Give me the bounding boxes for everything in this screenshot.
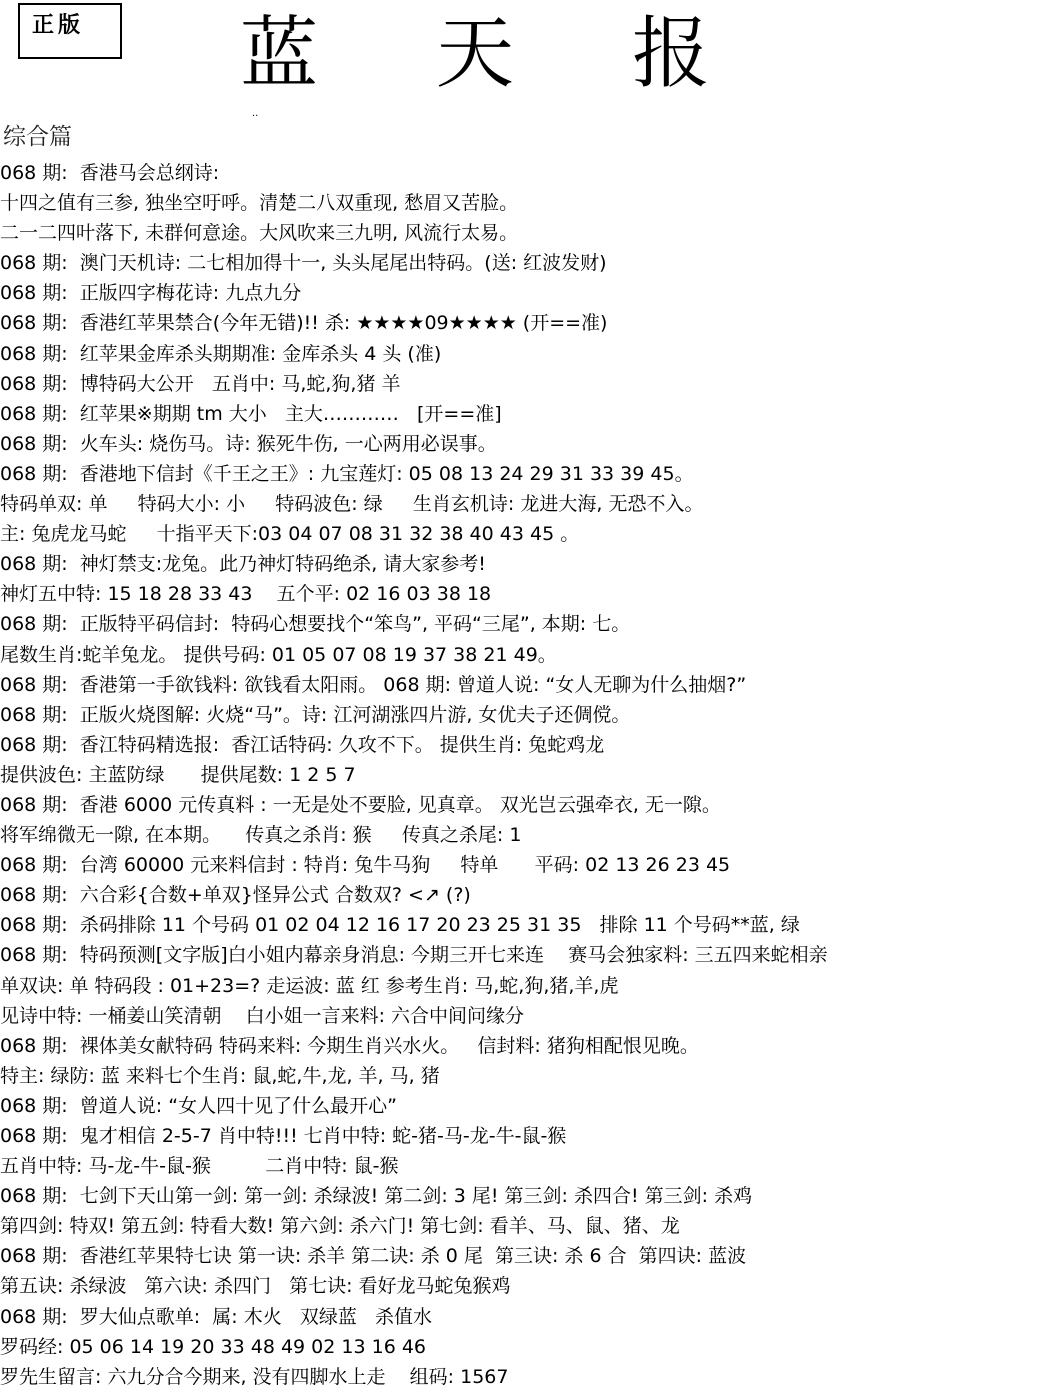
text-line: 068 期: 正版特平码信封: 特码心想要找个“笨鸟”, 平码“三尾”, 本期: 七。: [0, 613, 631, 636]
text-line: 罗先生留言: 六九分合今期来, 没有四脚水上走 组码: 1567: [0, 1365, 509, 1388]
text-line: 068 期: 曾道人说: “女人四十见了什么最开心”: [0, 1094, 397, 1117]
text-line: 第五诀: 杀绿波 第六诀: 杀四门 第七诀: 看好龙马蛇兔猴鸡: [0, 1275, 511, 1298]
text-line: 068 期: 杀码排除 11 个号码 01 02 04 12 16 17 20 23 25 31 35 排除 11 个号码**蓝, 绿: [0, 914, 800, 937]
text-line: 神灯五中特: 15 18 28 33 43 五个平: 02 16 03 38 18: [0, 583, 492, 606]
page-title: 蓝天报: [240, 9, 829, 99]
text-line: 068 期: 鬼才相信 2-5-7 肖中特!!! 七肖中特: 蛇-猪-马-龙-牛-鼠-猴: [0, 1125, 567, 1147]
authentic-badge: 正版: [18, 3, 122, 59]
text-line: 二一二四叶落下, 未群何意途。大风吹来三九明, 风流行太易。: [0, 222, 519, 245]
text-line: 068 期: 台湾 60000 元来料信封 : 特肖: 兔牛马狗 特单 平码: 02 13 26 23 45: [0, 854, 731, 877]
text-line: 主: 兔虎龙马蛇 十指平天下:03 04 07 08 31 32 38 40 43 45 。: [0, 523, 580, 546]
text-line: 068 期: 红苹果※期期 tm 大小 主大………… [开==准]: [0, 402, 502, 425]
text-line: 罗码经: 05 06 14 19 20 33 48 49 02 13 16 46: [0, 1335, 426, 1358]
text-line: 提供波色: 主蓝防绿 提供尾数: 1 2 5 7: [0, 763, 356, 786]
content-lines: [0, 158, 1060, 1392]
text-line: 068 期: 澳门天机诗: 二七相加得十一, 头头尾尾出特码。(送: 红波发财): [0, 252, 607, 275]
text-line: 068 期: 香港第一手欲钱料: 欲钱看太阳雨。 068 期: 曾道人说: “女人无聊为什么抽烟?”: [0, 673, 747, 696]
text-line: 068 期: 香港马会总纲诗:: [0, 162, 220, 184]
text-line: 十四之值有三参, 独坐空吁呼。清楚二八双重现, 愁眉又苦脸。: [0, 192, 519, 215]
text-line: 尾数生肖:蛇羊兔龙。 提供号码: 01 05 07 08 19 37 38 21 49。: [0, 643, 557, 666]
text-line: 068 期: 神灯禁支:龙兔。此乃神灯特码绝杀, 请大家参考!: [0, 553, 486, 576]
text-line: 068 期: 七剑下天山第一剑: 第一剑: 杀绿波! 第二剑: 3 尾! 第三剑: 杀四合! 第三剑: 杀鸡: [0, 1185, 753, 1208]
text-line: 将军绵微无一隙, 在本期。 传真之杀肖: 猴 传真之杀尾: 1: [0, 824, 522, 847]
decorative-dots: ..: [252, 108, 259, 119]
text-line: 068 期: 特码预测[文字版]白小姐内幕亲身消息: 今期三开七来连 赛马会独家料: 三五四来蛇相亲: [0, 944, 828, 967]
text-line: 特码单双: 单 特码大小: 小 特码波色: 绿 生肖玄机诗: 龙进大海, 无恐不入。: [0, 493, 704, 516]
text-line: 068 期: 香港红苹果禁合(今年无错)!! 杀: ★★★★09★★★★ (开==准): [0, 312, 608, 335]
text-line: 068 期: 红苹果金库杀头期期准: 金库杀头 4 头 (准): [0, 342, 442, 365]
text-line: 见诗中特: 一桶姜山笑清朝 白小姐一言来料: 六合中间问缘分: [0, 1004, 525, 1027]
text-line: 068 期: 香江特码精选报: 香江话特码: 久攻不下。 提供生肖: 兔蛇鸡龙: [0, 733, 605, 756]
text-line: 068 期: 裸体美女献特码 特码来料: 今期生肖兴水火。 信封料: 猪狗相配恨见晚。: [0, 1034, 699, 1057]
text-line: 068 期: 正版火烧图解: 火烧“马”。诗: 江河湖涨四片游, 女优夫子还倜傥。: [0, 703, 631, 726]
text-line: 068 期: 香港红苹果特七诀 第一诀: 杀羊 第二诀: 杀 0 尾 第三诀: 杀 6 合 第四诀: 蓝波: [0, 1245, 747, 1268]
text-line: 068 期: 罗大仙点歌单: 属: 木火 双绿蓝 杀值水: [0, 1305, 432, 1328]
text-line: 单双诀: 单 特码段 : 01+23=? 走运波: 蓝 红 参考生肖: 马,蛇,狗,猪,羊,虎: [0, 974, 619, 997]
text-line: 特主: 绿防: 蓝 来料七个生肖: 鼠,蛇,牛,龙, 羊, 马, 猪: [0, 1064, 440, 1087]
text-line: 068 期: 香港 6000 元传真料 : 一无是处不要脸, 见真章。 双光岂云强牵衣, 无一隙。: [0, 793, 721, 816]
text-line: 068 期: 六合彩{合数+单双}怪异公式 合数双? <↗ (?): [0, 884, 471, 907]
text-line: 五肖中特: 马-龙-牛-鼠-猴 二肖中特: 鼠-猴: [0, 1155, 399, 1178]
text-line: 068 期: 火车头: 烧伤马。诗: 猴死牛伤, 一心两用必误事。: [0, 432, 497, 455]
section-heading: 综合篇: [3, 124, 72, 150]
text-line: 第四剑: 特双! 第五剑: 特看大数! 第六剑: 杀六门! 第七剑: 看羊、马、鼠、猪、龙: [0, 1215, 680, 1238]
text-line: 068 期: 香港地下信封《千王之王》: 九宝莲灯: 05 08 13 24 29 31 33 39 45。: [0, 462, 694, 485]
text-line: 068 期: 正版四字梅花诗: 九点九分: [0, 282, 302, 305]
text-line: 068 期: 博特码大公开 五肖中: 马,蛇,狗,猪 羊: [0, 372, 401, 395]
